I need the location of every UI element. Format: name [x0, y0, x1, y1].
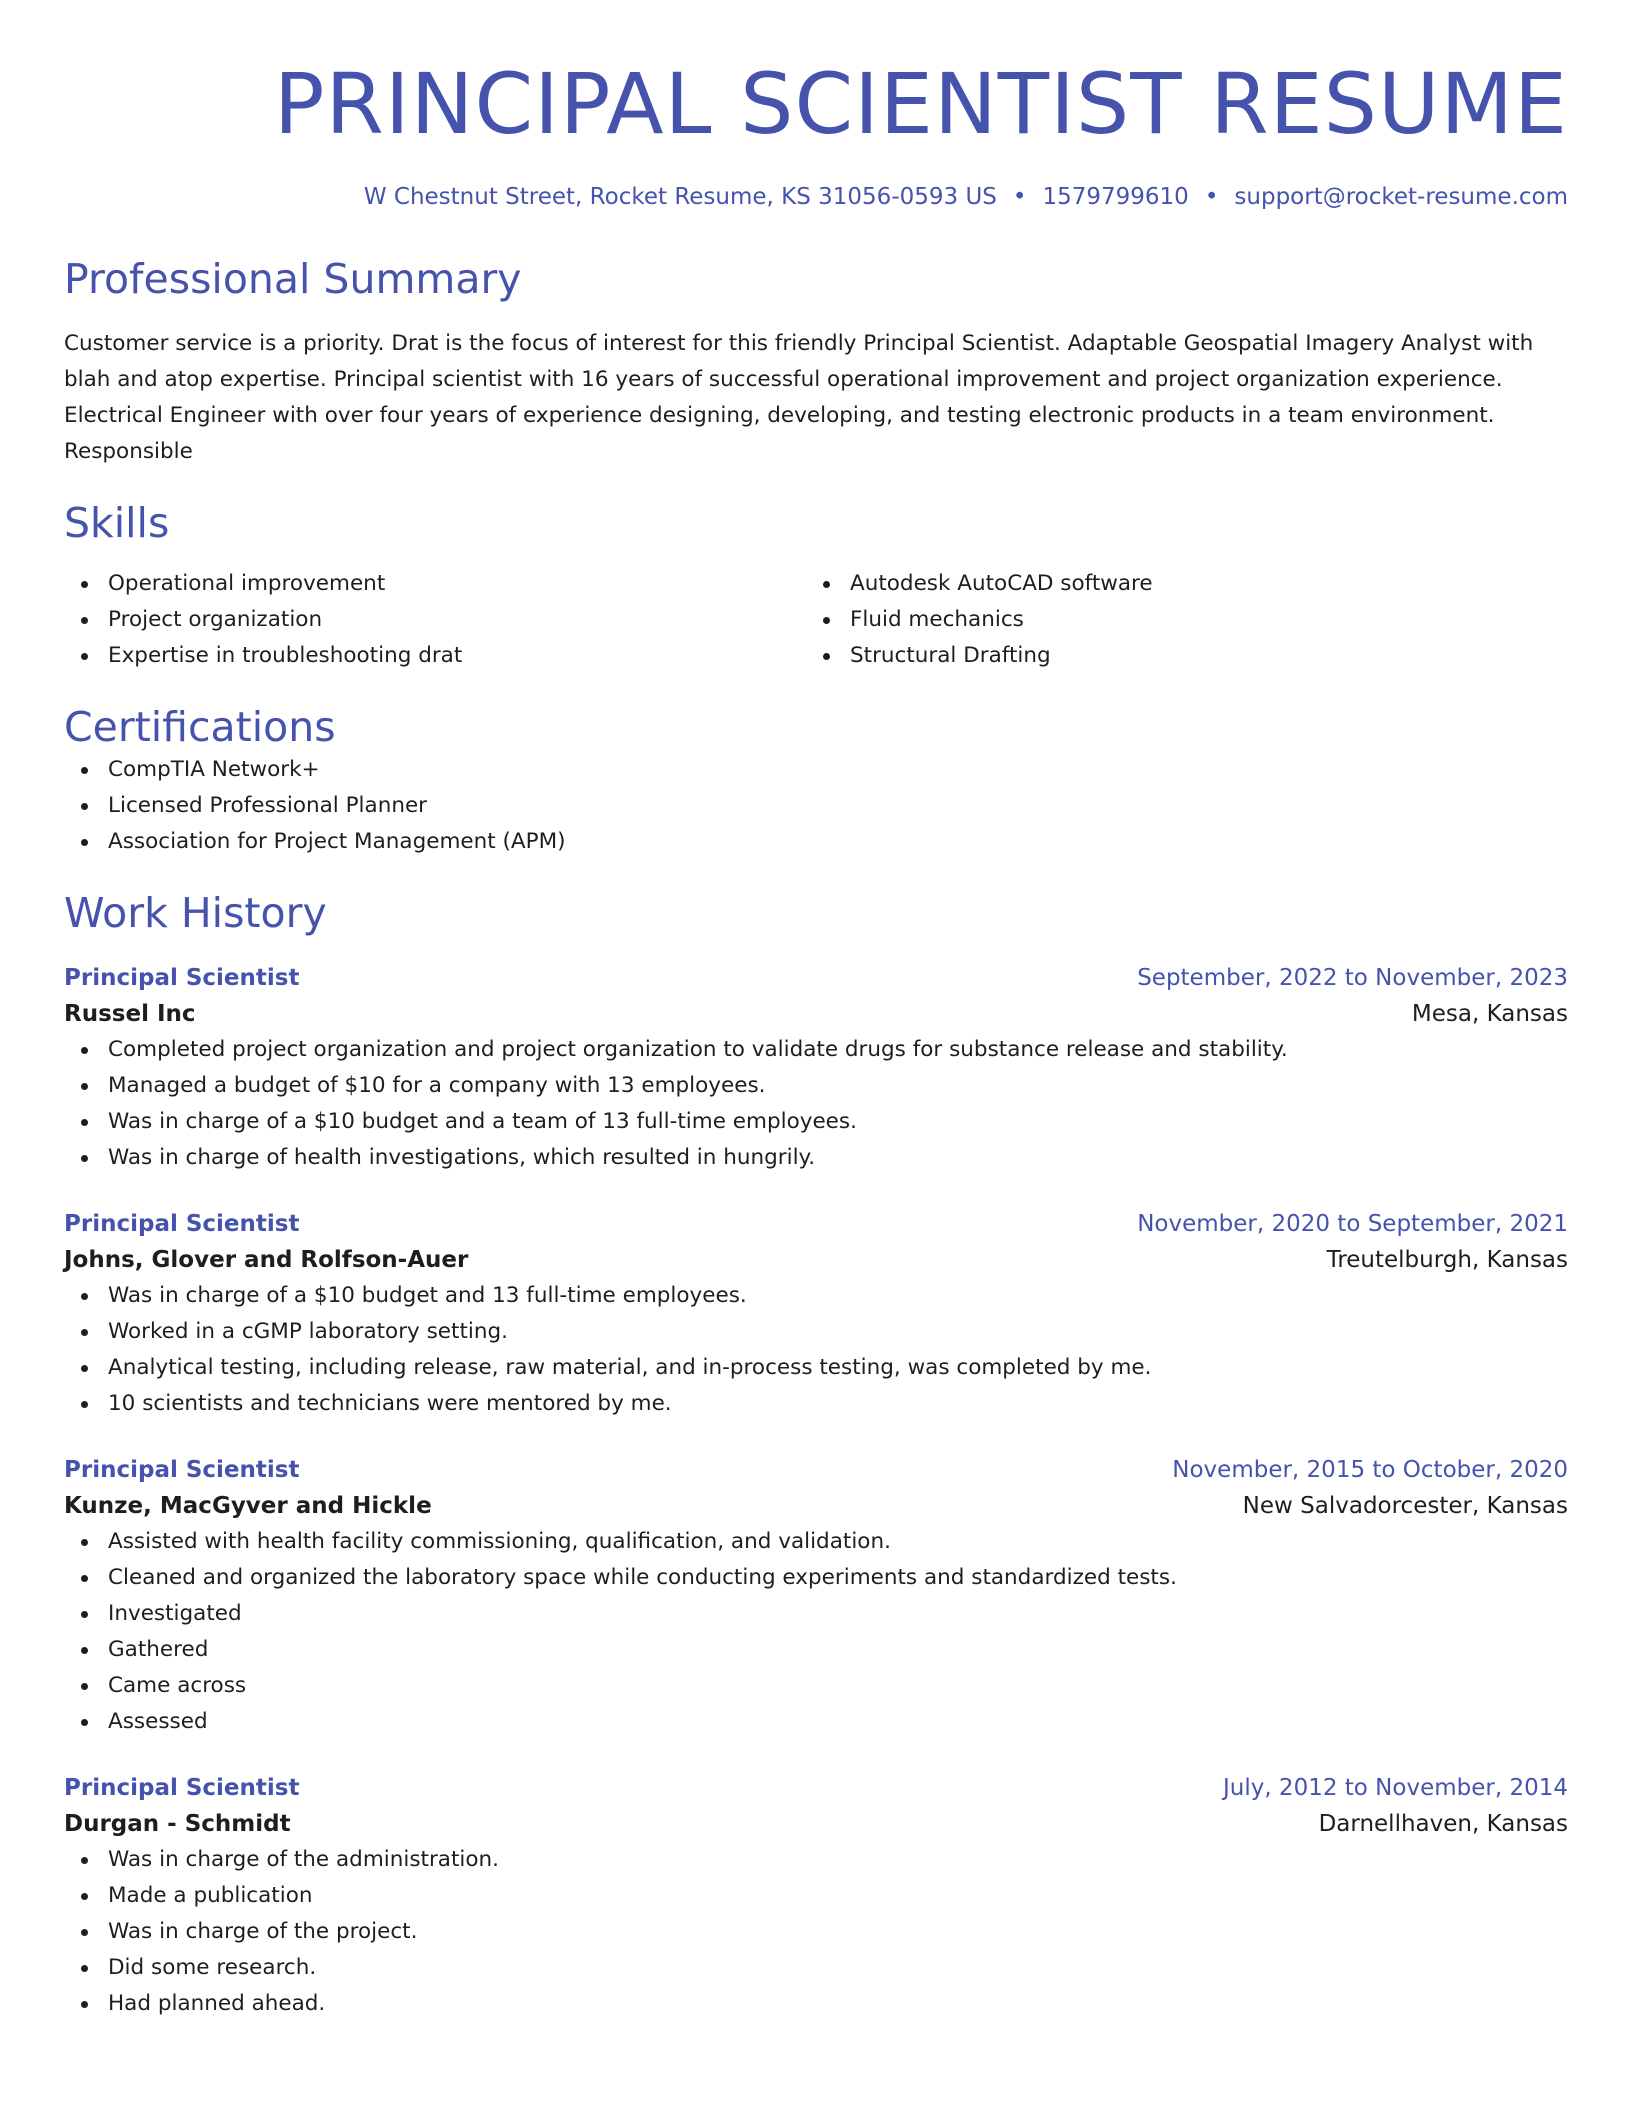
job-bullet: Was in charge of health investigations, which resulted in hungrily.: [64, 1140, 1568, 1176]
job-bullet: Assisted with health facility commissioning, qualification, and validation.: [64, 1524, 1568, 1560]
resume-page: [64, 0, 1568, 2022]
section-title-certifications: Certifications: [64, 703, 336, 751]
job-bullet: Gathered: [64, 1632, 1568, 1668]
job-company-row: [64, 996, 1568, 1032]
job-bullet: Was in charge of the administration.: [64, 1842, 1568, 1878]
job-company-row: [64, 1806, 1568, 1842]
skill-item: Fluid mechanics: [806, 602, 1548, 638]
skill-item: Operational improvement: [64, 566, 806, 602]
job-bullet: 10 scientists and technicians were mentored by me.: [64, 1386, 1568, 1422]
job-company: Durgan - Schmidt: [64, 1811, 291, 1837]
job-dates: November, 2020 to September, 2021: [1137, 1211, 1568, 1237]
job-location: Mesa, Kansas: [1411, 1001, 1568, 1027]
job-bullet: Made a publication: [64, 1878, 1568, 1914]
certification-item: Association for Project Management (APM): [64, 824, 1568, 860]
job-bullet: Was in charge of a $10 budget and 13 full-time employees.: [64, 1278, 1568, 1314]
section-title-skills: Skills: [64, 499, 170, 547]
job-title: Principal Scientist: [64, 1211, 300, 1237]
job-header-row: [64, 1452, 1568, 1488]
job-bullet: Investigated: [64, 1596, 1568, 1632]
job-bullet: Came across: [64, 1668, 1568, 1704]
job-bullet: Did some research.: [64, 1950, 1568, 1986]
contact-separator: •: [1204, 184, 1219, 210]
job-bullet: Analytical testing, including release, raw material, and in-process testing, was completed by me.: [64, 1350, 1568, 1386]
job-bullets: [64, 1842, 1568, 2022]
contact-line: [64, 182, 1568, 212]
job-dates: July, 2012 to November, 2014: [1222, 1775, 1568, 1801]
skill-item: Expertise in troubleshooting drat: [64, 638, 806, 674]
section-title-work-history: Work History: [64, 889, 327, 937]
contact-email[interactable]: support@rocket-resume.com: [1234, 184, 1568, 210]
job-title: Principal Scientist: [64, 1457, 300, 1483]
skill-item: Project organization: [64, 602, 806, 638]
job-bullet: Worked in a cGMP laboratory setting.: [64, 1314, 1568, 1350]
job-location: Darnellhaven, Kansas: [1318, 1811, 1568, 1837]
job-company-row: [64, 1242, 1568, 1278]
skills-list-right: [806, 566, 1548, 674]
job-header-row: [64, 1206, 1568, 1242]
job-location: New Salvadorcester, Kansas: [1242, 1493, 1568, 1519]
job-entry: [64, 1452, 1568, 1740]
job-dates: September, 2022 to November, 2023: [1137, 965, 1568, 991]
job-dates: November, 2015 to October, 2020: [1172, 1457, 1568, 1483]
summary-text: Customer service is a priority. Drat is the focus of interest for this friendly Principal Scientist. Adaptable Geospatial Imagery Analyst with blah and atop expertise. Principal scientist with 16 years of successful operational improvement and project organization experience. Electrical Engineer with over four years of experience designing, developing, and testing electronic products in a team environment. Responsible: [64, 331, 1534, 464]
job-bullets: [64, 1524, 1568, 1740]
job-header-row: [64, 960, 1568, 996]
section-title-summary: Professional Summary: [64, 255, 522, 303]
job-title: Principal Scientist: [64, 965, 300, 991]
certification-item: CompTIA Network+: [64, 752, 1568, 788]
skills-list-left: [64, 566, 806, 674]
job-company: Johns, Glover and Rolfson-Auer: [64, 1247, 469, 1273]
job-bullet: Managed a budget of $10 for a company with 13 employees.: [64, 1068, 1568, 1104]
job-company-row: [64, 1488, 1568, 1524]
job-bullets: [64, 1032, 1568, 1176]
job-bullet: Was in charge of the project.: [64, 1914, 1568, 1950]
job-bullet: Cleaned and organized the laboratory space while conducting experiments and standardized tests.: [64, 1560, 1568, 1596]
job-entry: [64, 1770, 1568, 2022]
skill-item: Structural Drafting: [806, 638, 1548, 674]
job-company: Kunze, MacGyver and Hickle: [64, 1493, 432, 1519]
certifications-list: [64, 752, 1568, 860]
skill-item: Autodesk AutoCAD software: [806, 566, 1548, 602]
contact-separator: •: [1012, 184, 1027, 210]
job-bullet: Completed project organization and project organization to validate drugs for substance release and stability.: [64, 1032, 1568, 1068]
certification-item: Licensed Professional Planner: [64, 788, 1568, 824]
contact-address: W Chestnut Street, Rocket Resume, KS 31056-0593 US: [363, 184, 997, 210]
job-bullet: Assessed: [64, 1704, 1568, 1740]
contact-phone: 1579799610: [1042, 184, 1189, 210]
job-bullet: Was in charge of a $10 budget and a team of 13 full-time employees.: [64, 1104, 1568, 1140]
job-header-row: [64, 1770, 1568, 1806]
job-title: Principal Scientist: [64, 1775, 300, 1801]
job-entry: [64, 1206, 1568, 1422]
job-location: Treutelburgh, Kansas: [1326, 1247, 1568, 1273]
job-entry: [64, 960, 1568, 1176]
resume-title: PRINCIPAL SCIENTIST RESUME: [273, 55, 1568, 153]
job-bullets: [64, 1278, 1568, 1422]
job-bullet: Had planned ahead.: [64, 1986, 1568, 2022]
skills-columns: [64, 566, 1568, 674]
job-company: Russel Inc: [64, 1001, 196, 1027]
